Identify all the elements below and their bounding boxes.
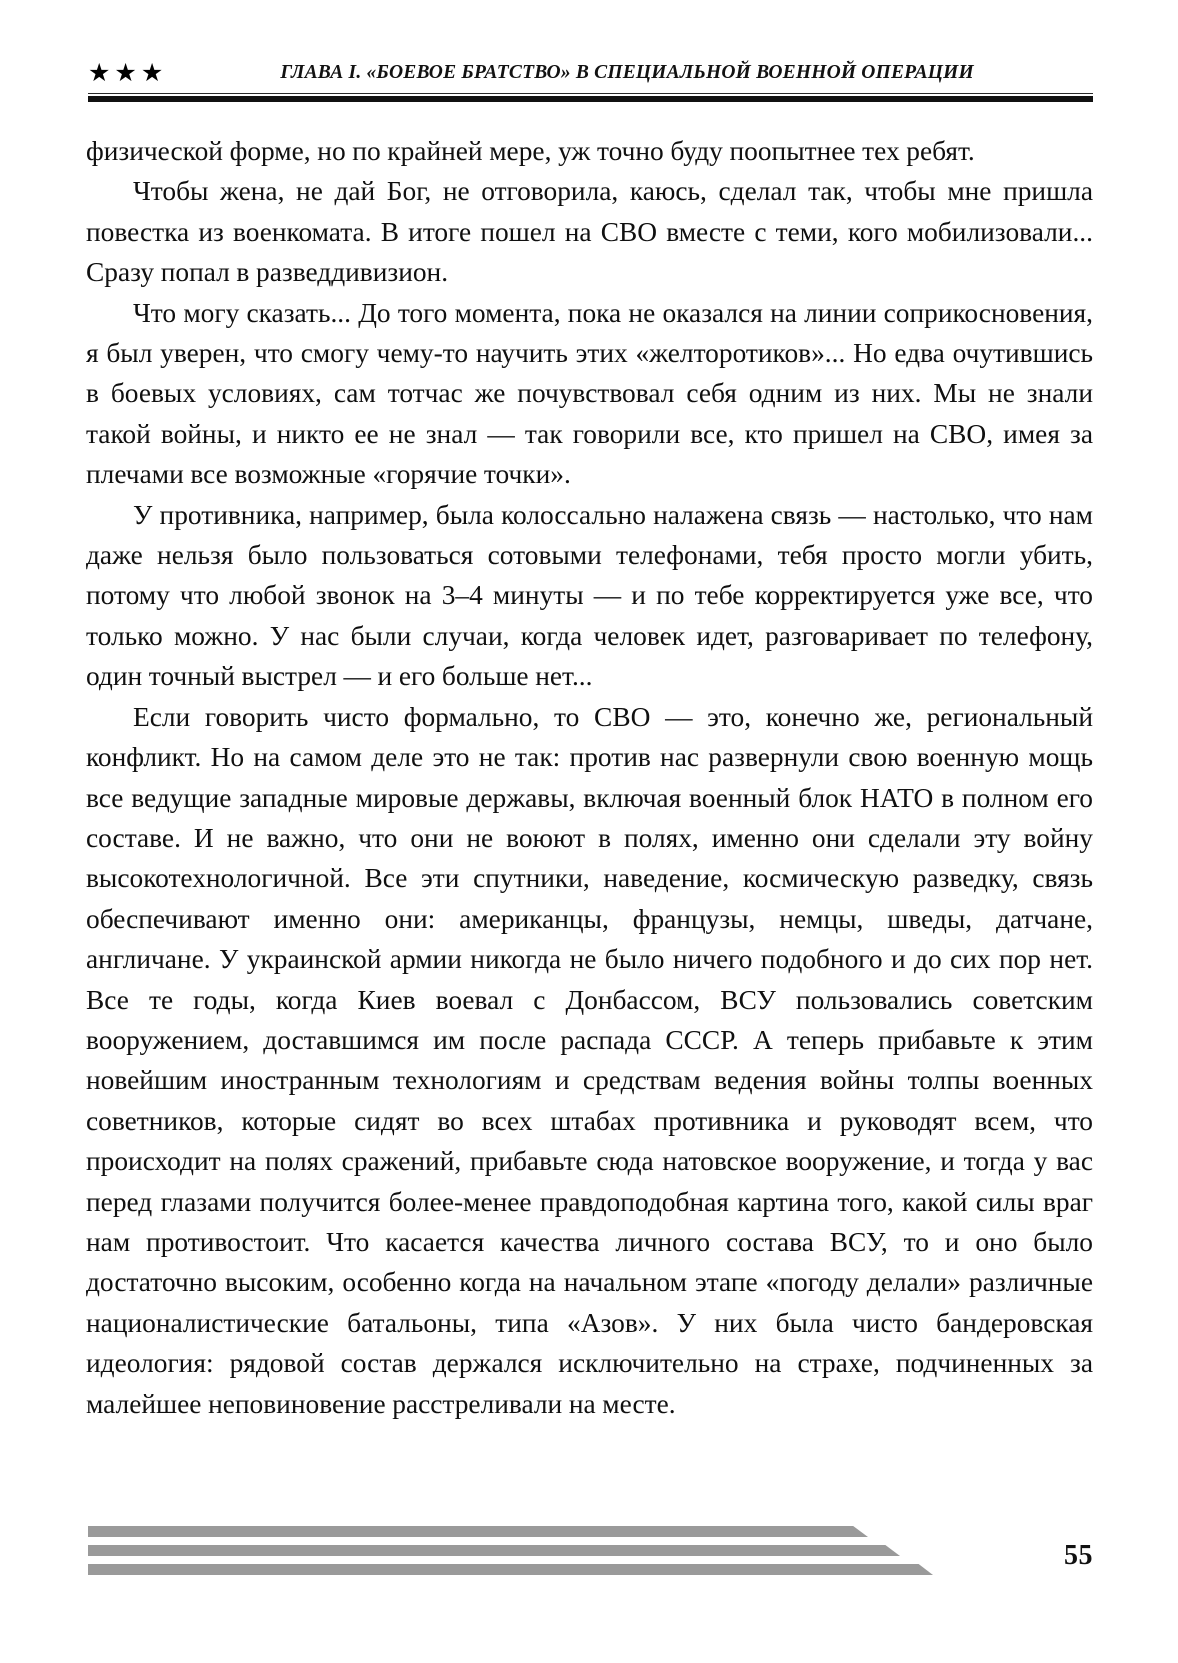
footer-bar (88, 1526, 868, 1537)
footer-bar (88, 1545, 900, 1556)
page-number: 55 (1064, 1540, 1093, 1571)
header-rule (88, 96, 1093, 102)
paragraph: Если говорить чисто формально, то СВО — это, конечно же, региональный конфликт. Но на самом деле это не так: против нас развернули свою военную мощь все ведущие западные мировые державы, включая военный блок НАТО в полном его составе. И не важно, что они не воюют в полях, именно они сделали эту войну высокотехнологичной. Все эти спутники, наведение, космическую разведку, связь обеспечивают именно они: американцы, французы, немцы, шведы, датчане, англичане. У украинской армии никогда не было ничего подобного и до сих пор нет. Все те годы, когда Киев воевал с Донбассом, ВСУ пользовались советским вооружением, доставшимся им после распада СССР. А теперь прибавьте к этим новейшим иностранным технологиям и средствам ведения войны толпы военных советников, которые сидят во всех штабах противника и руководят всем, что происходит на полях сражений, прибавьте сюда натовское вооружение, и тогда у вас перед глазами получится более-менее правдоподобная картина того, какой силы враг нам противостоит. Что касается качества личного состава ВСУ, то и оно было достаточно высоким, особенно когда на начальном этапе «погоду делали» различные националистические батальоны, типа «Азов». У них была чисто бандеровская идеология: рядовой состав держался исключительно на страхе, подчиненных за малейшее неповиновение расстреливали на месте. (86, 701, 1093, 1419)
running-head (88, 52, 1093, 94)
three-stars-icon: ★★★ (88, 59, 168, 87)
footer-decoration (88, 1520, 968, 1582)
body-text-column (86, 131, 1093, 1424)
page-footer (88, 1520, 1093, 1600)
paragraph: физической форме, но по крайней мере, уж точно буду поопытнее тех ребят. (86, 136, 975, 166)
header-rule-thin (88, 93, 1093, 94)
paragraph: Чтобы жена, не дай Бог, не отговорила, каюсь, сделал так, чтобы мне пришла повестка из военкомата. В итоге пошел на СВО вместе с теми, кого мобилизовали... Сразу попал в разведдивизион. (86, 176, 1093, 288)
footer-bar (88, 1564, 933, 1575)
paragraph: Что могу сказать... До того момента, пока не оказался на линии соприкосновения, я был уверен, что смогу чему-то научить этих «желторотиков»... Но едва очутившись в боевых условиях, сам тотчас же почувствовал себя одним из них. Мы не знали такой войны, и никто ее не знал — так говорили все, кто пришел на СВО, имея за плечами все возможные «горячие точки». (86, 297, 1093, 490)
chapter-title: ГЛАВА I. «БОЕВОЕ БРАТСТВО» В СПЕЦИАЛЬНОЙ ВОЕННОЙ ОПЕРАЦИИ (280, 62, 974, 83)
paragraph: У противника, например, была колоссально налажена связь — настолько, что нам даже нельзя было пользоваться сотовыми телефонами, тебя просто могли убить, потому что любой звонок на 3–4 минуты — и по тебе корректируется уже все, что только можно. У нас были случаи, когда человек идет, разговаривает по телефону, один точный выстрел — и его больше нет... (86, 499, 1093, 692)
